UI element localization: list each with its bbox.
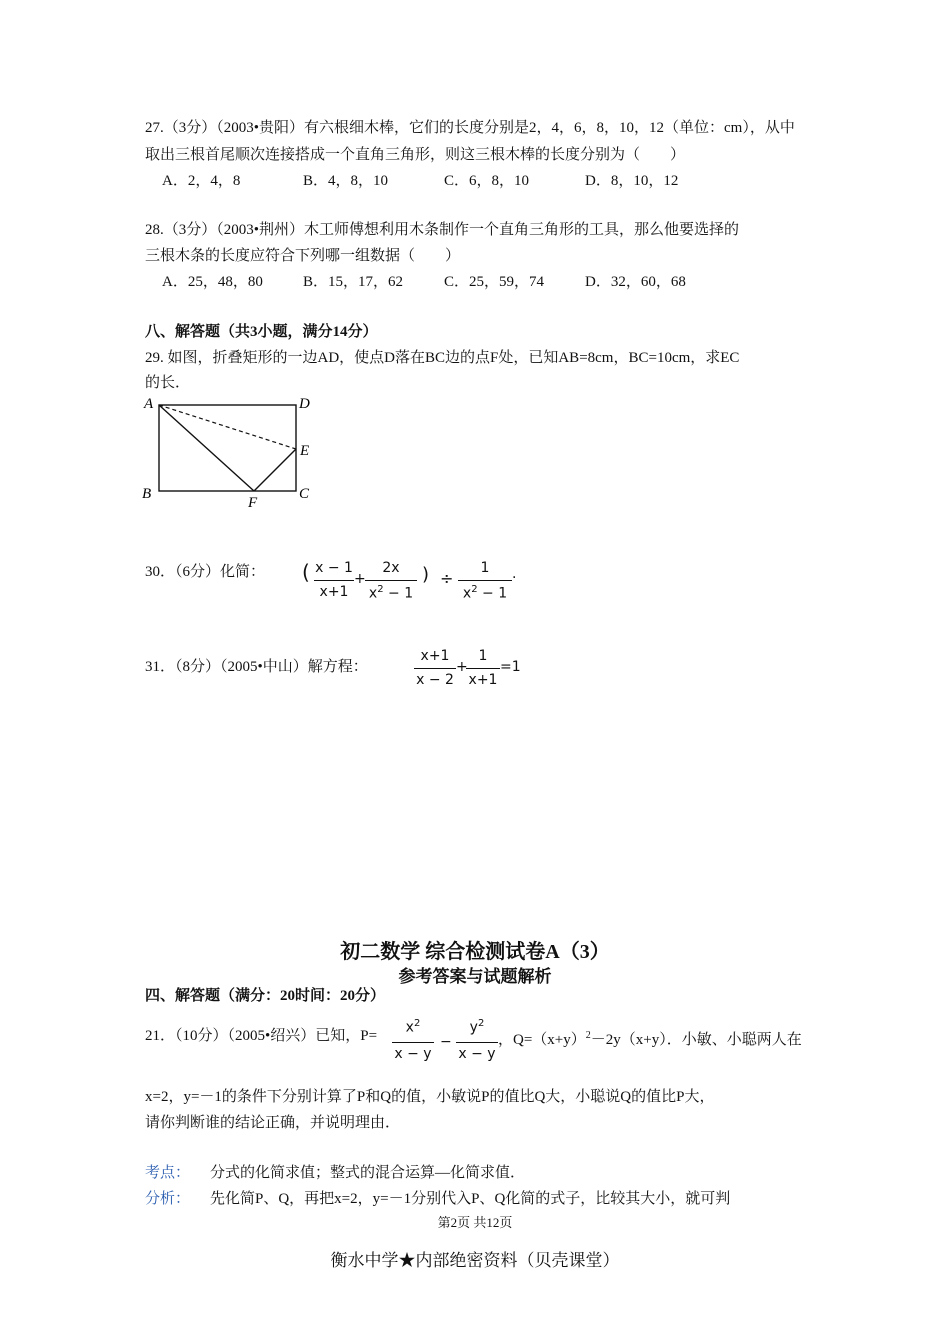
q31-plus: + [456,659,468,675]
q31-equals-one: =1 [500,659,521,675]
label-f: F [248,495,258,511]
q30-f1-bar [314,580,354,581]
label-c: C [299,486,310,502]
fenxi-label: 分析： [145,1191,191,1207]
answer-title: 初二数学 综合检测试卷A（3） [340,941,610,963]
q30-fraction-2 [365,560,417,604]
q31-f2-denominator: x+1 [468,672,498,688]
q28-line2: 三根木条的长度应符合下列哪一组数据（ ） [145,248,461,264]
q30-f1-numerator: x − 1 [315,560,353,576]
footer-text: 衡水中学★内部绝密资料（贝壳课堂） [330,1251,620,1270]
q21-minus: − [440,1034,452,1050]
q30-f2-denominator: $x^2 - 1$ [368,584,414,602]
segment-af [159,405,254,491]
q21-line3: 请你判断谁的结论正确，并说明理由． [145,1115,401,1131]
fold-line-ae [159,405,296,449]
q30-left-paren: ( [302,560,310,584]
rectangle-abcd [159,405,296,491]
label-b: B [142,486,152,502]
q21-f1-numerator: $x^2$ [405,1018,421,1036]
q30-f3-denominator: $x^2 - 1$ [462,584,508,602]
fenxi-text: 先化简P、Q，再把x=2，y=－1分别代入P、Q化简的式子，比较其大小，就可判 [210,1191,731,1207]
q27-option-c: C．6，8，10 [444,173,530,189]
q31-f2-numerator: 1 [478,648,488,664]
q28-option-a: A．25，48，80 [162,274,263,290]
q21-prefix: 21．（10分）（2005•绍兴）已知，P= [145,1028,378,1044]
q31-fraction-1 [414,648,456,692]
label-a: A [144,396,154,412]
q28-option-b: B．15，17，62 [303,274,404,290]
q29-line2: 的长． [145,375,191,391]
q28-option-d: D．32，60，68 [585,274,686,290]
q31-f2-bar [466,668,500,669]
q29-line1: 29. 如图，折叠矩形的一边AD，使点D落在BC边的点F处，已知AB=8cm，BC=10cm，求EC [145,350,740,366]
q28-options [162,272,686,292]
kaodian-label: 考点： [145,1165,191,1181]
q30-f1-denominator: x+1 [319,584,349,600]
q21-q-expression: ，$Q=(x+y)^2-2y(x+y)$．小敏、小聪两人在 [498,1030,802,1048]
q30-f3-numerator: 1 [480,560,490,576]
q31-prefix: 31．（8分）（2005•中山）解方程： [145,659,368,675]
q30-f2-bar [365,580,417,581]
q21-f2-numerator: $y^2$ [469,1018,485,1036]
segment-fe [254,449,296,491]
q30-fraction-3 [458,560,512,604]
q21-f2-bar [456,1042,498,1043]
q30-prefix: 30．（6分）化简： [145,564,266,580]
q21-f2-denominator: x − y [458,1046,496,1062]
q28-line1: 28.（3分）（2003•荆州）木工师傅想利用木条制作一个直角三角形的工具，那么他要选择的 [145,222,740,238]
q21-fraction-2 [456,1016,498,1066]
q30-end-period: . [512,566,517,582]
label-d: D [299,396,310,412]
q27-option-d: D．8，10，12 [585,173,679,189]
q30-right-paren: ) [422,564,430,585]
q30-f3-bar [458,580,512,581]
q30-divide-sign: ÷ [440,569,454,588]
q27-option-b: B．4，8，10 [303,173,389,189]
q31-f1-denominator: x − 2 [416,672,454,688]
q27-line2: 取出三根首尾顺次连接搭成一个直角三角形，则这三根木棒的长度分别为（ ） [145,147,686,163]
q30-fraction-1 [314,560,354,604]
section-8-heading: 八、解答题（共3小题，满分14分） [145,324,378,340]
q21-f1-bar [392,1042,434,1043]
q21-line2: x=2，y=－1的条件下分别计算了P和Q的值，小敏说P的值比Q大，小聪说Q的值比P大， [145,1089,715,1105]
q30-plus: + [354,571,366,587]
q27-option-a: A．2，4，8 [162,173,241,189]
section-4-heading: 四、解答题（满分：20时间：20分） [145,988,386,1004]
q21-fraction-1 [392,1016,434,1066]
kaodian-text: 分式的化简求值；整式的混合运算—化简求值． [210,1165,526,1181]
rectangle-fold-figure [138,392,328,512]
q31-fraction-2 [466,648,500,692]
answer-subtitle: 参考答案与试题解析 [398,967,552,986]
q31-f1-numerator: x+1 [420,648,450,664]
q31-f1-bar [414,668,456,669]
page-number: 第2页 共12页 [437,1215,513,1230]
q28-option-c: C．25，59，74 [444,274,545,290]
q30-f2-numerator: 2x [382,560,400,576]
q27-options [162,171,678,191]
q27-line1: 27.（3分）（2003•贵阳）有六根细木棒，它们的长度分别是2，4，6，8，10，12（单位：cm），从中 [145,120,795,136]
label-e: E [300,443,310,459]
q21-f1-denominator: x − y [394,1046,432,1062]
